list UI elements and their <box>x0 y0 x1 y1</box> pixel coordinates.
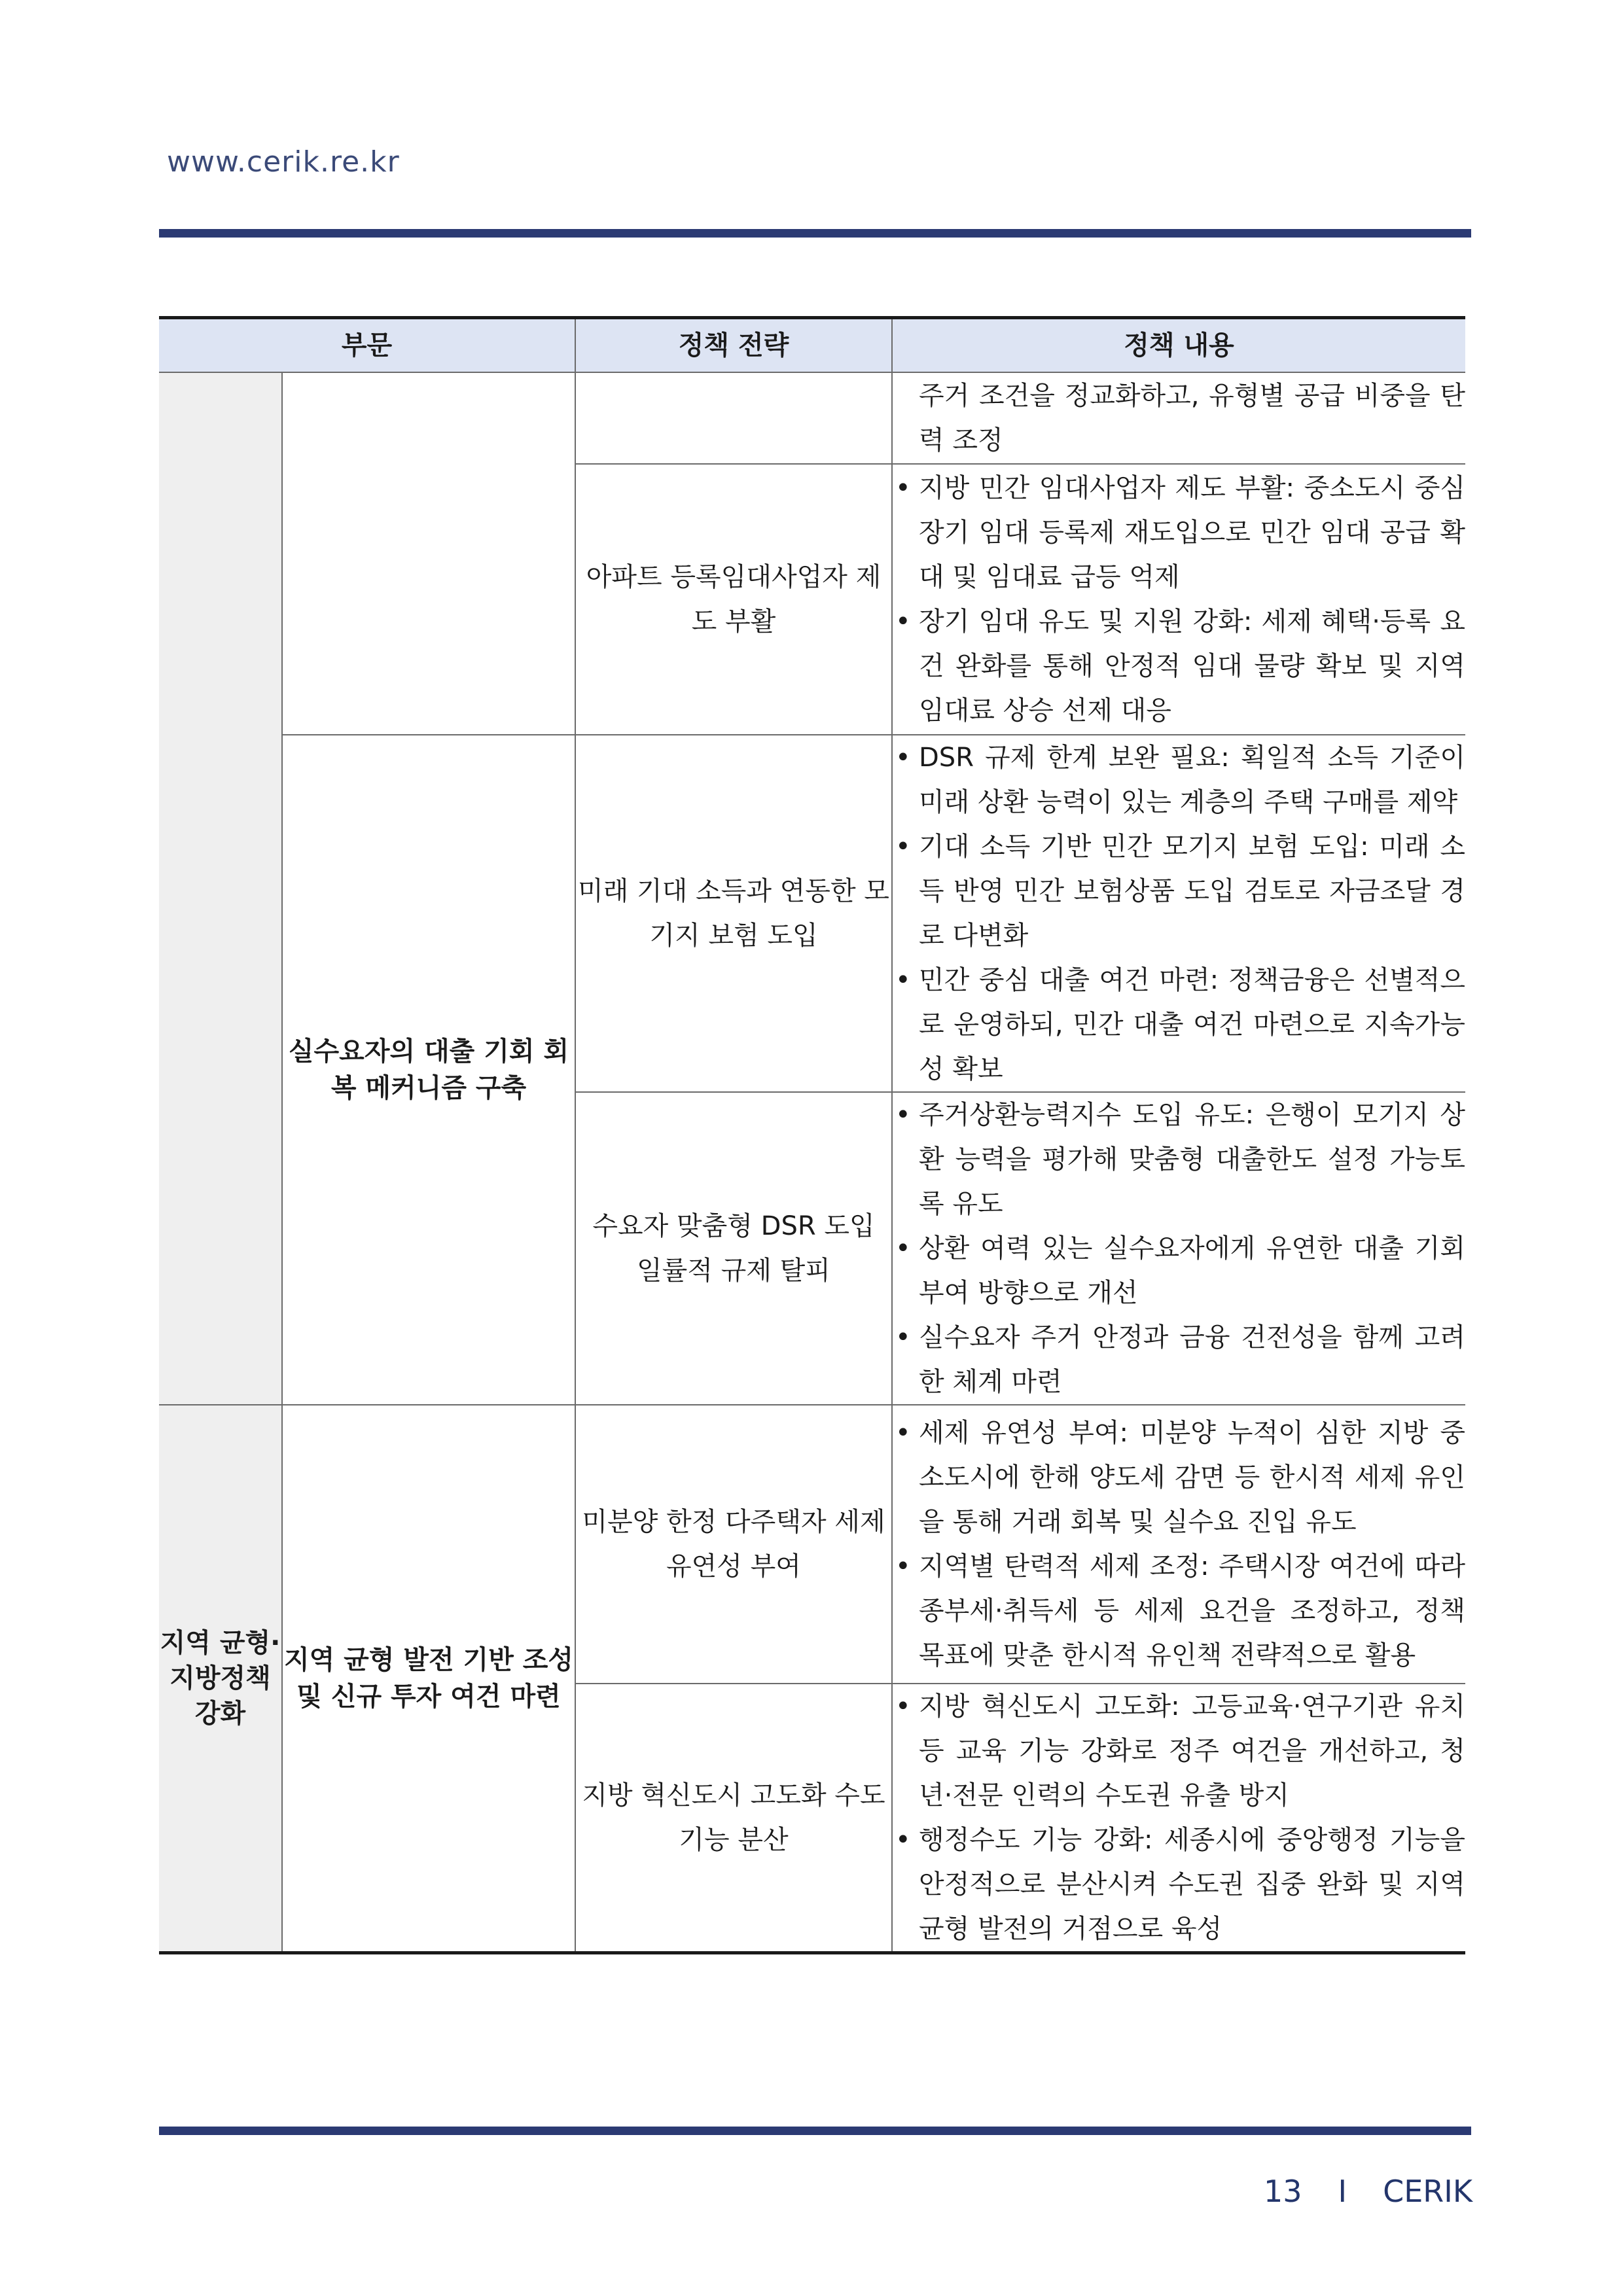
header-sector: 부문 <box>159 318 575 373</box>
content-bullet: • 기대 소득 기반 민간 모기지 보험 도입: 미래 소득 반영 민간 보험상품 도입 검토로 자금조달 경로 다변화 <box>893 824 1465 958</box>
content-cell <box>892 1405 1465 1684</box>
content-bullet: • 행정수도 기능 강화: 세종시에 중앙행정 기능을 안정적으로 분산시켜 수도권 집중 완화 및 지역 균형 발전의 거점으로 육성 <box>893 1818 1465 1951</box>
sector-cell-empty <box>159 372 282 1405</box>
content-cell <box>892 1092 1465 1405</box>
table-row <box>159 372 1465 464</box>
sub-sector-cell: 지역 균형 발전 기반 조성 및 신규 투자 여건 마련 <box>282 1405 575 1953</box>
footer-brand: CERIK <box>1383 2174 1472 2209</box>
sub-sector-cell: 실수요자의 대출 기회 회복 메커니즘 구축 <box>282 735 575 1405</box>
header-rule <box>159 229 1471 238</box>
content-bullet: • 상환 여력 있는 실수요자에게 유연한 대출 기회 부여 방향으로 개선 <box>893 1226 1465 1315</box>
page-footer <box>1264 2174 1472 2209</box>
content-cell <box>892 464 1465 735</box>
table-header-row <box>159 318 1465 373</box>
header-content: 정책 내용 <box>892 318 1465 373</box>
content-bullet: • 지방 혁신도시 고도화: 고등교육·연구기관 유치 등 교육 기능 강화로 정주 여건을 개선하고, 청년·전문 인력의 수도권 유출 방지 <box>893 1684 1465 1818</box>
sector-cell: 지역 균형· 지방정책 강화 <box>159 1405 282 1953</box>
header-strategy: 정책 전략 <box>575 318 892 373</box>
content-bullet: • DSR 규제 한계 보완 필요: 획일적 소득 기준이 미래 상환 능력이 있는 계층의 주택 구매를 제약 <box>893 735 1465 824</box>
content-bullet: • 실수요자 주거 안정과 금융 건전성을 함께 고려한 체계 마련 <box>893 1315 1465 1404</box>
table-row <box>159 1405 1465 1684</box>
strategy-cell: 지방 혁신도시 고도화 수도 기능 분산 <box>575 1684 892 1953</box>
table-row <box>159 735 1465 1092</box>
content-bullet: • 주거상환능력지수 도입 유도: 은행이 모기지 상환 능력을 평가해 맞춤형 대출한도 설정 가능토록 유도 <box>893 1093 1465 1226</box>
content-bullet: • 지방 민간 임대사업자 제도 부활: 중소도시 중심 장기 임대 등록제 재도입으로 민간 임대 공급 확대 및 임대료 급등 억제 <box>893 466 1465 599</box>
continuation-text: 주거 조건을 정교화하고, 유형별 공급 비중을 탄력 조정 <box>919 381 1465 455</box>
site-url[interactable]: www.cerik.re.kr <box>167 145 400 179</box>
footer-separator: I <box>1338 2174 1347 2209</box>
sub-sector-cell-empty <box>282 372 575 735</box>
content-cell <box>892 372 1465 464</box>
content-bullet: • 장기 임대 유도 및 지원 강화: 세제 혜택·등록 요건 완화를 통해 안정적 임대 물량 확보 및 지역 임대료 상승 선제 대응 <box>893 599 1465 733</box>
page-number: 13 <box>1263 2174 1302 2209</box>
strategy-cell: 미래 기대 소득과 연동한 모기지 보험 도입 <box>575 735 892 1092</box>
content-bullet: • 지역별 탄력적 세제 조정: 주택시장 여건에 따라 종부세·취득세 등 세제 요건을 조정하고, 정책 목표에 맞춘 한시적 유인책 전략적으로 활용 <box>893 1544 1465 1678</box>
strategy-cell: 수요자 맞춤형 DSR 도입 일률적 규제 탈피 <box>575 1092 892 1405</box>
content-bullet: • 세제 유연성 부여: 미분양 누적이 심한 지방 중소도시에 한해 양도세 감면 등 한시적 세제 유인을 통해 거래 회복 및 실수요 진입 유도 <box>893 1411 1465 1544</box>
strategy-cell-empty <box>575 372 892 464</box>
content-cell <box>892 1684 1465 1953</box>
policy-table <box>159 316 1465 1954</box>
content-bullet: • 민간 중심 대출 여건 마련: 정책금융은 선별적으로 운영하되, 민간 대출 여건 마련으로 지속가능성 확보 <box>893 958 1465 1091</box>
footer-rule <box>159 2127 1471 2135</box>
strategy-cell: 미분양 한정 다주택자 세제 유연성 부여 <box>575 1405 892 1684</box>
strategy-cell: 아파트 등록임대사업자 제도 부활 <box>575 464 892 735</box>
content-cell <box>892 735 1465 1092</box>
